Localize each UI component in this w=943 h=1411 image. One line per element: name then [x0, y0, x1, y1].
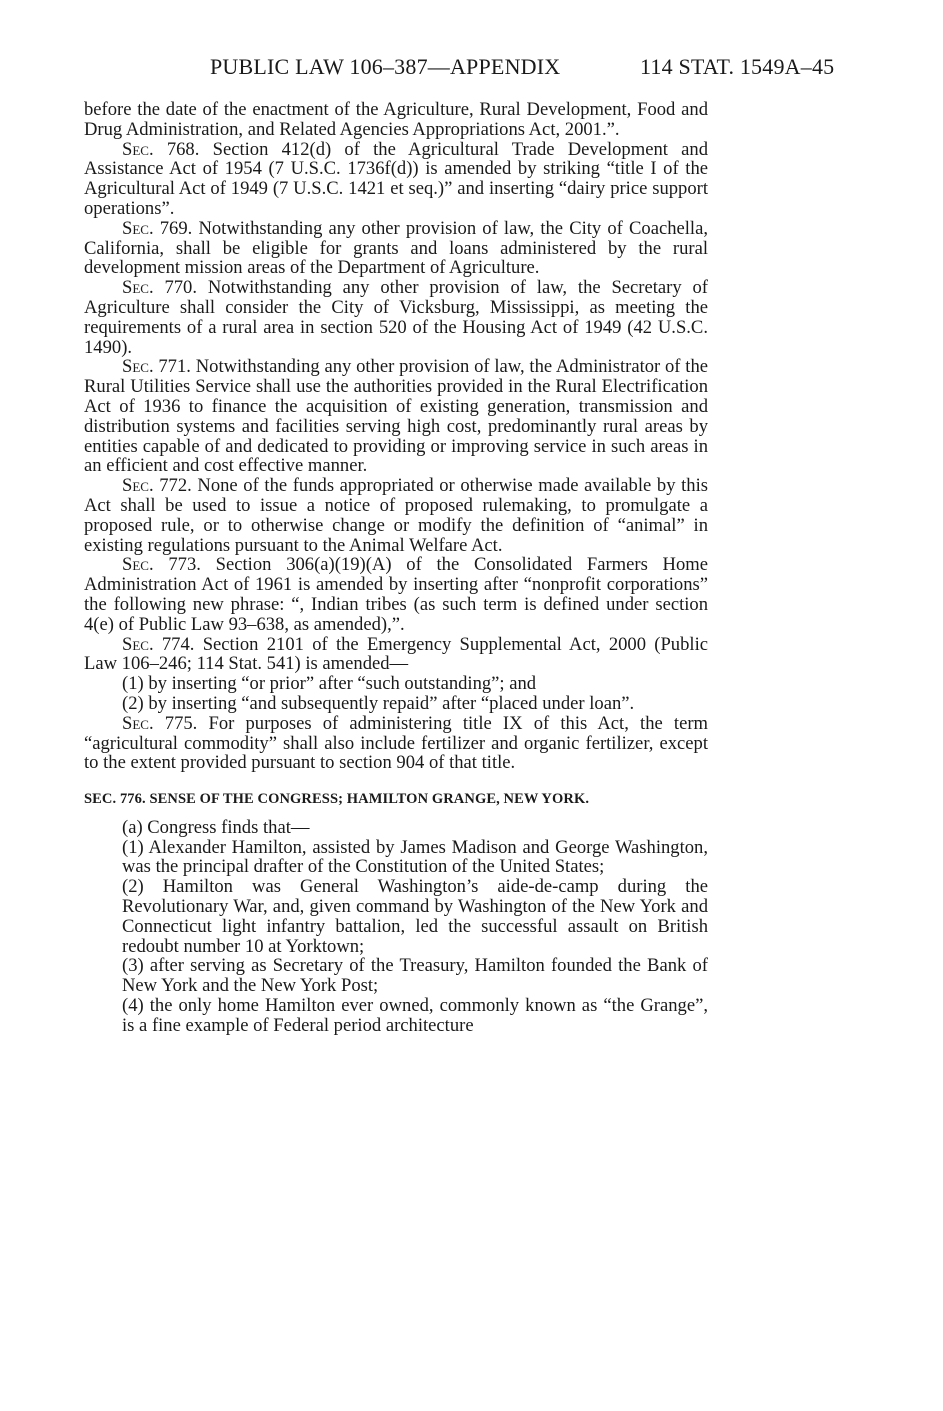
section-text: Section 2101 of the Emergency Supplemental Act, 2000 (Public Law 106–246; 114 Stat. 541) is amended—: [84, 633, 708, 675]
section-768: [84, 140, 708, 219]
section-text: Notwithstanding any other provision of law, the Administrator of the Rural Utilities Service shall use the authorities provided in the Rural Electrification Act of 1936 to finance the acquisition of existing generation, transmission and distribution systems and facilities serving high cost, predominantly rural areas by entities capable of and dedicated to providing or improving service in such areas in an efficient and cost effective manner.: [84, 356, 708, 477]
section-774: [84, 635, 708, 675]
finding-1: (1) Alexander Hamilton, assisted by James Madison and George Washington, was the principal drafter of the Constitution of the United States;: [122, 836, 708, 878]
section-text: For purposes of administering title IX of this Act, the term “agricultural commodity” shall also include fertilizer and organic fertilizer, except to the extent provided pursuant to section 904 of that title.: [84, 712, 708, 774]
continued-paragraph: before the date of the enactment of the Agriculture, Rural Development, Food and Drug Administration, and Related Agencies Appropriations Act, 2001.”.: [84, 99, 708, 140]
section-774-item-2: (2) by inserting “and subsequently repaid” after “placed under loan”.: [122, 692, 635, 714]
finding-2: (2) Hamilton was General Washington’s aide-de-camp during the Revolutionary War, and, given command by Washington of the New York and Connecticut light infantry battalion, led the successful assault on British redoubt number 10 at Yorktown;: [122, 876, 708, 957]
section-label: Sec. 770.: [122, 277, 197, 299]
section-label: Sec. 772.: [122, 475, 192, 497]
section-label: Sec. 768.: [122, 138, 200, 160]
finding-4: (4) the only home Hamilton ever owned, commonly known as “the Grange”, is a fine example of Federal period architecture: [122, 995, 708, 1036]
section-text: Section 412(d) of the Agricultural Trade Development and Assistance Act of 1954 (7 U.S.C. 1736f(d)) is amended by striking “title I of the Agricultural Act of 1949 (7 U.S.C. 1421 et seq.)” and inserting “dairy price support operations”.: [84, 138, 708, 219]
section-772: [84, 476, 708, 555]
statute-citation: 114 STAT. 1549A–45: [640, 54, 835, 79]
section-label: Sec. 773.: [122, 554, 201, 576]
section-label: Sec. 775.: [122, 712, 198, 734]
section-773: [84, 555, 708, 634]
document-body: [84, 100, 708, 1036]
finding-3: (3) after serving as Secretary of the Treasury, Hamilton founded the Bank of New York and the New York Post;: [122, 955, 708, 997]
section-label: Sec. 769.: [122, 217, 193, 239]
section-769: [84, 219, 708, 278]
section-774-item-1: (1) by inserting “or prior” after “such outstanding”; and: [122, 673, 537, 695]
section-text: Notwithstanding any other provision of law, the City of Coachella, California, shall be eligible for grants and loans administered by the rural development mission areas of the Department of Agriculture.: [84, 217, 709, 279]
subsection-a: (a) Congress finds that—: [122, 816, 310, 838]
section-771: [84, 357, 708, 476]
section-label: Sec. 771.: [122, 356, 191, 378]
section-text: Section 306(a)(19)(A) of the Consolidated Farmers Home Administration Act of 1961 is amended by inserting after “nonprofit corporations” the following new phrase: “, Indian tribes (as such term is defined under section 4(e) of Public Law 93–638, as amended),”.: [84, 554, 708, 635]
section-text: None of the funds appropriated or otherwise made available by this Act shall be used to issue a notice of proposed rulemaking, to promulgate a proposed rule, or to otherwise change or modify the definition of “animal” in existing regulations pursuant to the Animal Welfare Act.: [84, 475, 708, 556]
section-775: [84, 714, 708, 773]
section-770: [84, 278, 708, 357]
section-label: Sec. 774.: [122, 633, 195, 655]
section-text: Notwithstanding any other provision of law, the Secretary of Agriculture shall consider the City of Vicksburg, Mississippi, as meeting the requirements of a rural area in section 520 of the Housing Act of 1949 (42 U.S.C. 1490).: [84, 277, 708, 358]
public-law-title: PUBLIC LAW 106–387—APPENDIX: [210, 54, 561, 79]
section-776-heading: SEC. 776. SENSE OF THE CONGRESS; HAMILTON GRANGE, NEW YORK.: [84, 791, 590, 808]
